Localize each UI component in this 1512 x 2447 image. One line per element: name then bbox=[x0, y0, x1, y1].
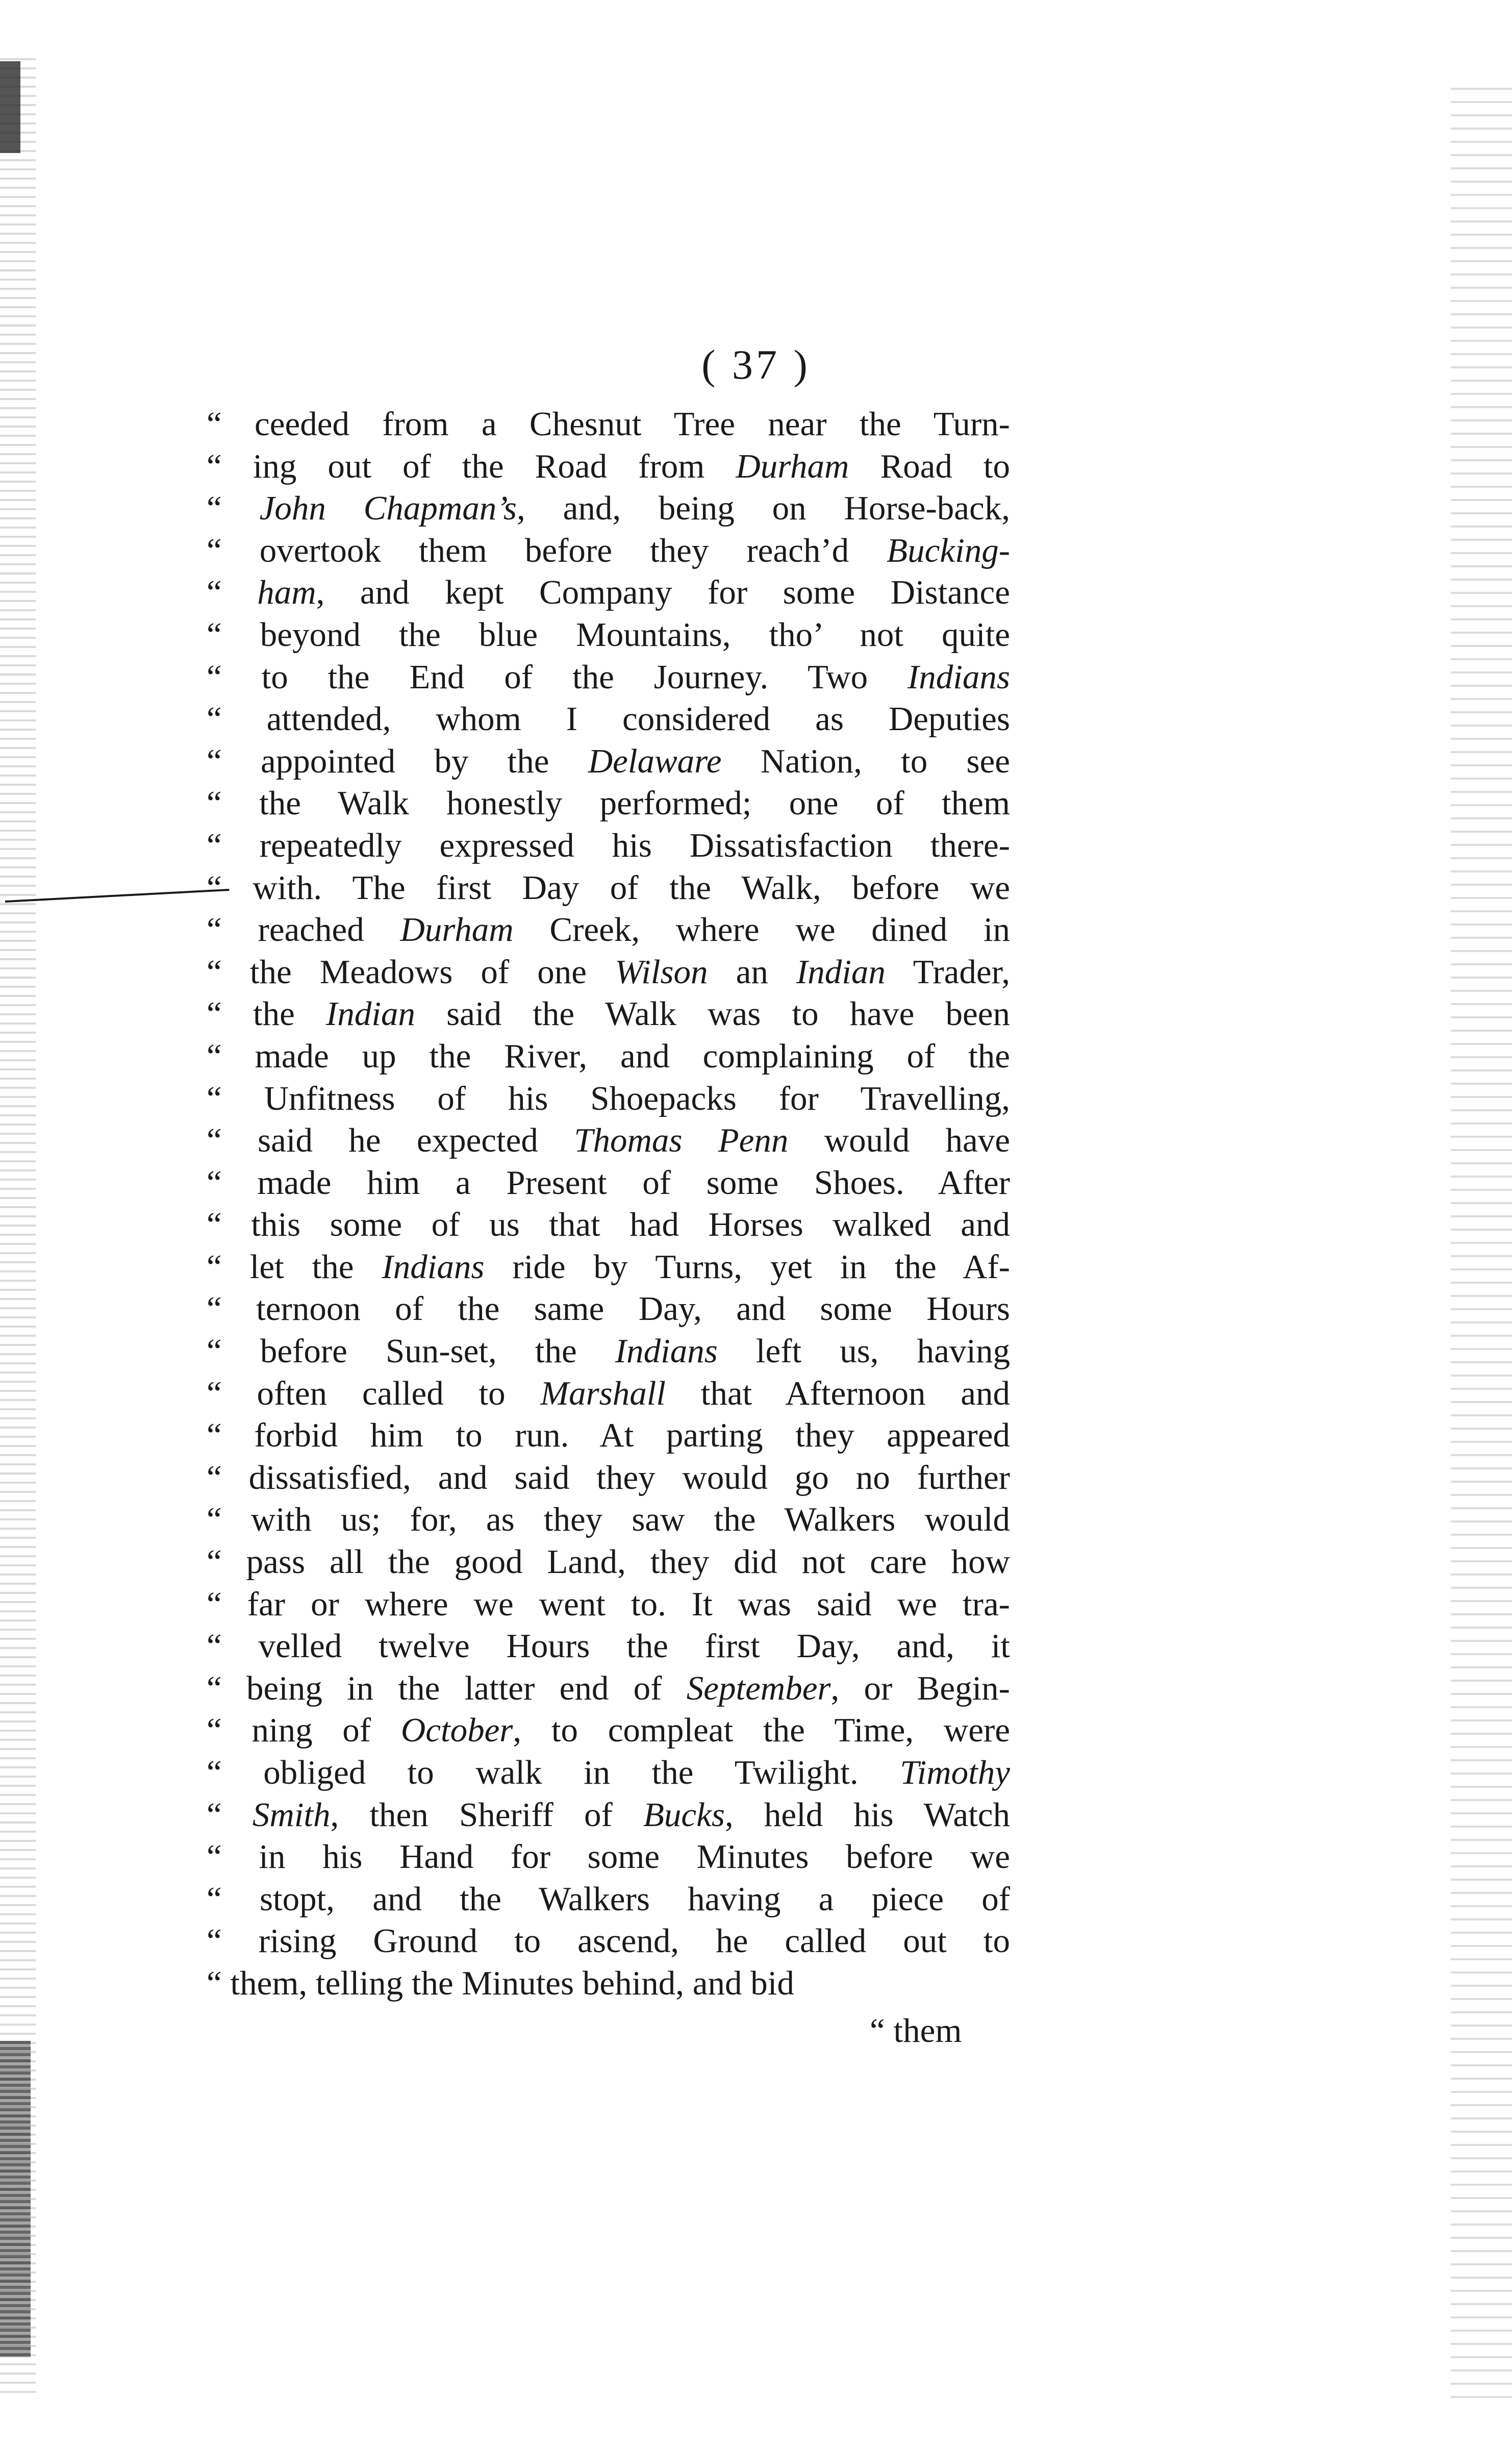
text-run: Creek, where we dined in bbox=[513, 911, 1010, 949]
text-line bbox=[207, 1162, 1010, 1204]
text-run: “ far or where we went to. It was said we tra- bbox=[207, 1585, 1010, 1623]
text-run: “ Unfitness of his Shoepacks for Travelling, bbox=[207, 1079, 1010, 1117]
italic-run: Indians bbox=[908, 658, 1010, 696]
italic-run: Durham bbox=[736, 447, 849, 485]
text-run: “ forbid him to run. At parting they appeared bbox=[207, 1416, 1010, 1455]
text-line bbox=[207, 1035, 1010, 1078]
text-line bbox=[207, 1920, 1010, 1962]
text-line bbox=[207, 1330, 1010, 1372]
text-line bbox=[207, 825, 1010, 867]
italic-run: Delaware bbox=[588, 742, 722, 780]
text-line bbox=[207, 867, 1010, 909]
text-run: “ made him a Present of some Shoes. After bbox=[207, 1163, 1010, 1202]
text-run: “ ing out of the Road from bbox=[207, 447, 736, 485]
text-run: , and, being on Horse-back, bbox=[517, 489, 1011, 528]
text-run: “ repeatedly expressed his Dissatisfaction there- bbox=[207, 826, 1010, 864]
text-line bbox=[207, 1372, 1010, 1415]
text-run: “ with. The first Day of the Walk, before we bbox=[207, 868, 1010, 907]
text-run: would have bbox=[788, 1121, 1010, 1160]
catchword: “ them bbox=[870, 2012, 962, 2050]
text-run: “ the Meadows of one bbox=[207, 953, 615, 991]
italic-run: Thomas Penn bbox=[574, 1121, 789, 1160]
text-run: “ appointed by the bbox=[207, 742, 588, 780]
text-line bbox=[207, 1457, 1010, 1499]
text-line bbox=[207, 1204, 1010, 1246]
text-run: “ dissatisfied, and said they would go no further bbox=[207, 1458, 1010, 1496]
text-run: “ with us; for, as they saw the Walkers would bbox=[207, 1501, 1010, 1539]
text-run: “ overtook them before they reach’d bbox=[207, 531, 887, 569]
text-line bbox=[207, 740, 1010, 783]
text-run: “ before Sun-set, the bbox=[207, 1332, 615, 1370]
text-run: “ rising Ground to ascend, he called out to bbox=[207, 1922, 1010, 1960]
text-line bbox=[207, 951, 1010, 993]
text-run: “ said he expected bbox=[207, 1121, 574, 1160]
text-run: “ ternoon of the same Day, and some Hours bbox=[207, 1290, 1010, 1328]
text-line bbox=[207, 1709, 1010, 1752]
text-line bbox=[207, 445, 1010, 488]
text-run: “ ceeded from a Chesnut Tree near the Turn- bbox=[207, 405, 1010, 443]
text-run: “ ning of bbox=[207, 1711, 401, 1750]
text-run: “ stopt, and the Walkers having a piece of bbox=[207, 1880, 1010, 1918]
text-run: “ often called to bbox=[207, 1374, 541, 1412]
text-run: “ attended, whom I considered as Deputies bbox=[207, 700, 1010, 738]
text-run: “ to the End of the Journey. Two bbox=[207, 658, 908, 696]
text-run: “ let the bbox=[207, 1247, 382, 1286]
italic-run: Wilson bbox=[615, 953, 708, 991]
text-line bbox=[207, 1878, 1010, 1920]
italic-run: Bucking- bbox=[887, 531, 1010, 569]
text-run: “ them, telling the Minutes behind, and bid bbox=[207, 1964, 794, 2002]
italic-run: Durham bbox=[400, 911, 514, 949]
text-run: “ the bbox=[207, 995, 326, 1033]
text-line bbox=[207, 1499, 1010, 1541]
text-line bbox=[207, 656, 1010, 698]
text-line bbox=[207, 1625, 1010, 1667]
text-line bbox=[207, 1246, 1010, 1288]
text-run: Road to bbox=[849, 447, 1010, 485]
margin-pen-stroke bbox=[5, 889, 230, 903]
text-run: “ bbox=[207, 1795, 253, 1834]
text-run: “ made up the River, and complaining of the bbox=[207, 1037, 1010, 1075]
text-line bbox=[207, 1414, 1010, 1457]
text-line bbox=[207, 909, 1010, 951]
italic-run: September bbox=[686, 1669, 831, 1707]
text-run: Nation, to see bbox=[721, 742, 1010, 780]
text-run: “ this some of us that had Horses walked and bbox=[207, 1206, 1010, 1244]
italic-run: Indians bbox=[615, 1332, 718, 1370]
text-run: ride by Turns, yet in the Af- bbox=[484, 1247, 1010, 1286]
text-line bbox=[207, 1583, 1010, 1626]
italic-run: Timothy bbox=[900, 1754, 1010, 1791]
text-run: “ being in the latter end of bbox=[207, 1669, 687, 1707]
italic-run: Indian bbox=[796, 953, 886, 991]
text-run: said the Walk was to have been bbox=[415, 995, 1010, 1033]
text-run: , held his Watch bbox=[724, 1795, 1010, 1834]
text-run: , or Begin- bbox=[830, 1669, 1010, 1707]
text-line bbox=[207, 1288, 1010, 1330]
italic-run: Smith bbox=[252, 1795, 331, 1834]
text-line bbox=[207, 1794, 1010, 1836]
text-line bbox=[207, 1752, 1010, 1794]
text-run: that Afternoon and bbox=[666, 1374, 1010, 1412]
text-run: “ velled twelve Hours the first Day, and, it bbox=[207, 1627, 1010, 1665]
text-run: an bbox=[708, 953, 796, 991]
text-run: “ the Walk honestly performed; one of them bbox=[207, 784, 1010, 822]
text-run: “ beyond the blue Mountains, tho’ not quite bbox=[207, 615, 1010, 654]
text-run: , then Sheriff of bbox=[330, 1795, 643, 1834]
text-line bbox=[207, 698, 1010, 740]
binding-edge-left-lower bbox=[0, 2041, 31, 2357]
text-line bbox=[207, 1962, 1010, 2005]
text-run: “ obliged to walk in the Twilight. bbox=[207, 1754, 900, 1791]
italic-run: October bbox=[400, 1711, 513, 1750]
italic-run: Indian bbox=[326, 995, 415, 1033]
binding-edge-right bbox=[1451, 77, 1512, 2398]
text-line bbox=[207, 1119, 1010, 1162]
text-line bbox=[207, 1667, 1010, 1710]
text-line bbox=[207, 614, 1010, 656]
text-run: “ pass all the good Land, they did not care how bbox=[207, 1543, 1010, 1581]
text-line bbox=[207, 487, 1010, 530]
text-run: Trader, bbox=[885, 953, 1010, 991]
page-number: ( 37 ) bbox=[701, 341, 811, 388]
text-line bbox=[207, 1836, 1010, 1878]
text-line bbox=[207, 782, 1010, 825]
text-run: left us, having bbox=[717, 1332, 1010, 1370]
text-run: “ in his Hand for some Minutes before we bbox=[207, 1838, 1010, 1876]
italic-run: John Chapman’s bbox=[259, 489, 517, 528]
binding-mark bbox=[0, 61, 20, 153]
body-text bbox=[207, 403, 1010, 2005]
italic-run: Marshall bbox=[540, 1374, 666, 1412]
text-line bbox=[207, 1078, 1010, 1120]
text-line bbox=[207, 1541, 1010, 1583]
text-run: , and kept Company for some Distance bbox=[316, 573, 1010, 612]
text-line bbox=[207, 403, 1010, 445]
italic-run: ham bbox=[257, 573, 316, 612]
text-line bbox=[207, 993, 1010, 1035]
text-line bbox=[207, 530, 1010, 572]
italic-run: Bucks bbox=[643, 1795, 725, 1834]
text-run: , to compleat the Time, were bbox=[513, 1711, 1010, 1750]
text-run: “ reached bbox=[207, 911, 400, 949]
italic-run: Indians bbox=[382, 1247, 485, 1286]
text-run: “ bbox=[207, 489, 260, 528]
text-line bbox=[207, 571, 1010, 614]
text-run: “ bbox=[207, 573, 258, 612]
